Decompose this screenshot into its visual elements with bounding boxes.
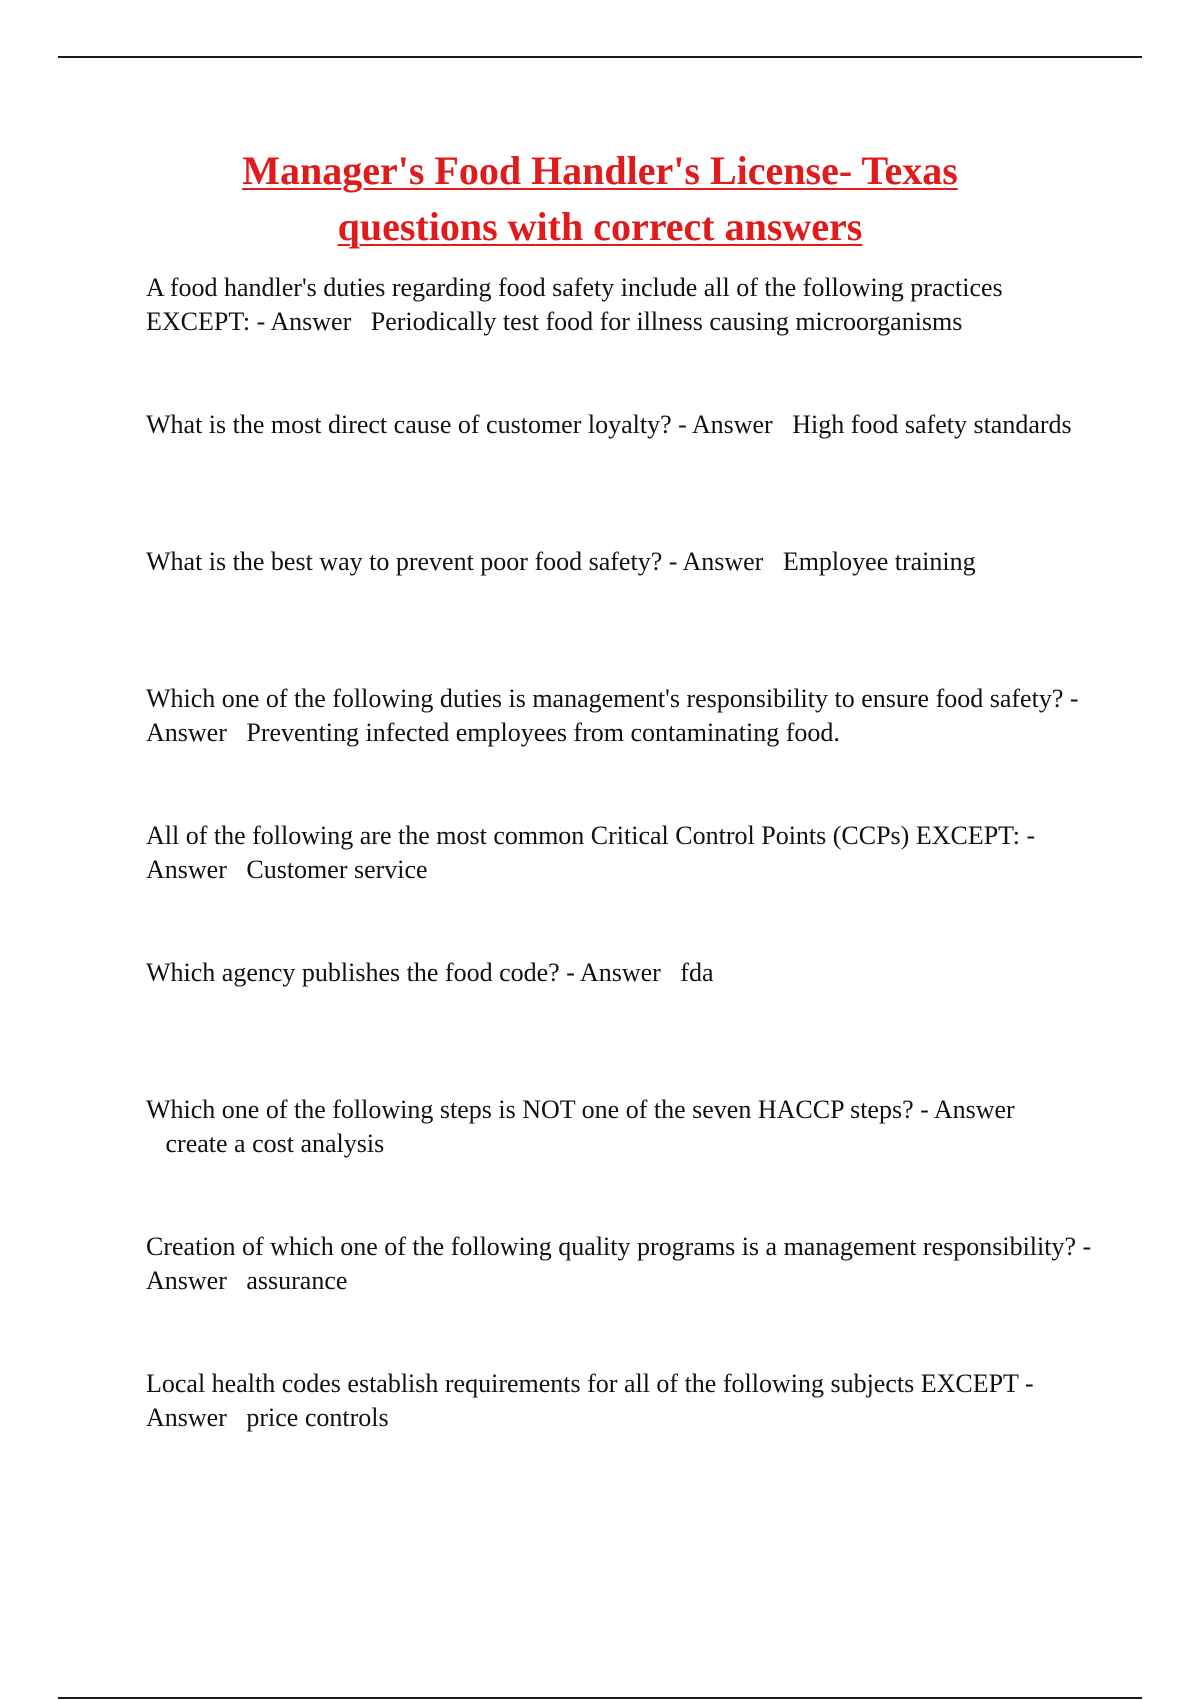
answer-text: Periodically test food for illness causing microorganisms: [370, 307, 963, 336]
answer-label: - Answer: [146, 821, 1036, 884]
qa-item: [146, 408, 1096, 545]
answer-label: - Answer: [250, 307, 352, 336]
document-title: [100, 143, 1100, 255]
qa-item: [146, 819, 1096, 956]
answer-label: - Answer: [146, 684, 1079, 747]
qa-item: [146, 1230, 1096, 1367]
question-text: What is the best way to prevent poor food safety?: [146, 547, 663, 576]
answer-label: - Answer: [662, 547, 764, 576]
question-text: Which one of the following steps is NOT one of the seven HACCP steps?: [146, 1095, 914, 1124]
answer-text: Preventing infected employees from contaminating food.: [246, 718, 840, 747]
qa-item: [146, 682, 1096, 819]
answer-text: fda: [680, 958, 714, 987]
bottom-divider: [58, 1697, 1142, 1699]
qa-item: [146, 1093, 1096, 1230]
qa-item: [146, 956, 1096, 1093]
question-text: A food handler's duties regarding food safety include all of the following practices EXCEPT:: [146, 273, 1003, 336]
question-text: Creation of which one of the following quality programs is a management responsibility?: [146, 1232, 1077, 1261]
question-text: Local health codes establish requirements for all of the following subjects EXCEPT: [146, 1369, 1019, 1398]
answer-text: price controls: [246, 1403, 389, 1432]
qa-item: [146, 271, 1096, 408]
question-text: Which agency publishes the food code?: [146, 958, 560, 987]
question-text: All of the following are the most common Critical Control Points (CCPs) EXCEPT:: [146, 821, 1020, 850]
question-text: Which one of the following duties is management's responsibility to ensure food safety?: [146, 684, 1064, 713]
answer-text: Customer service: [246, 855, 428, 884]
answer-text: create a cost analysis: [165, 1129, 385, 1158]
answer-text: High food safety standards: [792, 410, 1072, 439]
question-text: What is the most direct cause of customer loyalty?: [146, 410, 672, 439]
answer-text: assurance: [246, 1266, 348, 1295]
answer-label: - Answer: [146, 1369, 1034, 1432]
answer-label: - Answer: [146, 1232, 1092, 1295]
top-divider: [58, 56, 1142, 58]
question-answer-list: [146, 271, 1096, 1504]
answer-text: Employee training: [782, 547, 976, 576]
answer-label: - Answer: [559, 958, 661, 987]
title-line-1: Manager's Food Handler's License- Texas: [242, 148, 958, 193]
answer-label: - Answer: [913, 1095, 1015, 1124]
qa-item: [146, 1367, 1096, 1504]
title-line-2: questions with correct answers: [337, 204, 863, 249]
qa-item: [146, 545, 1096, 682]
answer-label: - Answer: [671, 410, 773, 439]
